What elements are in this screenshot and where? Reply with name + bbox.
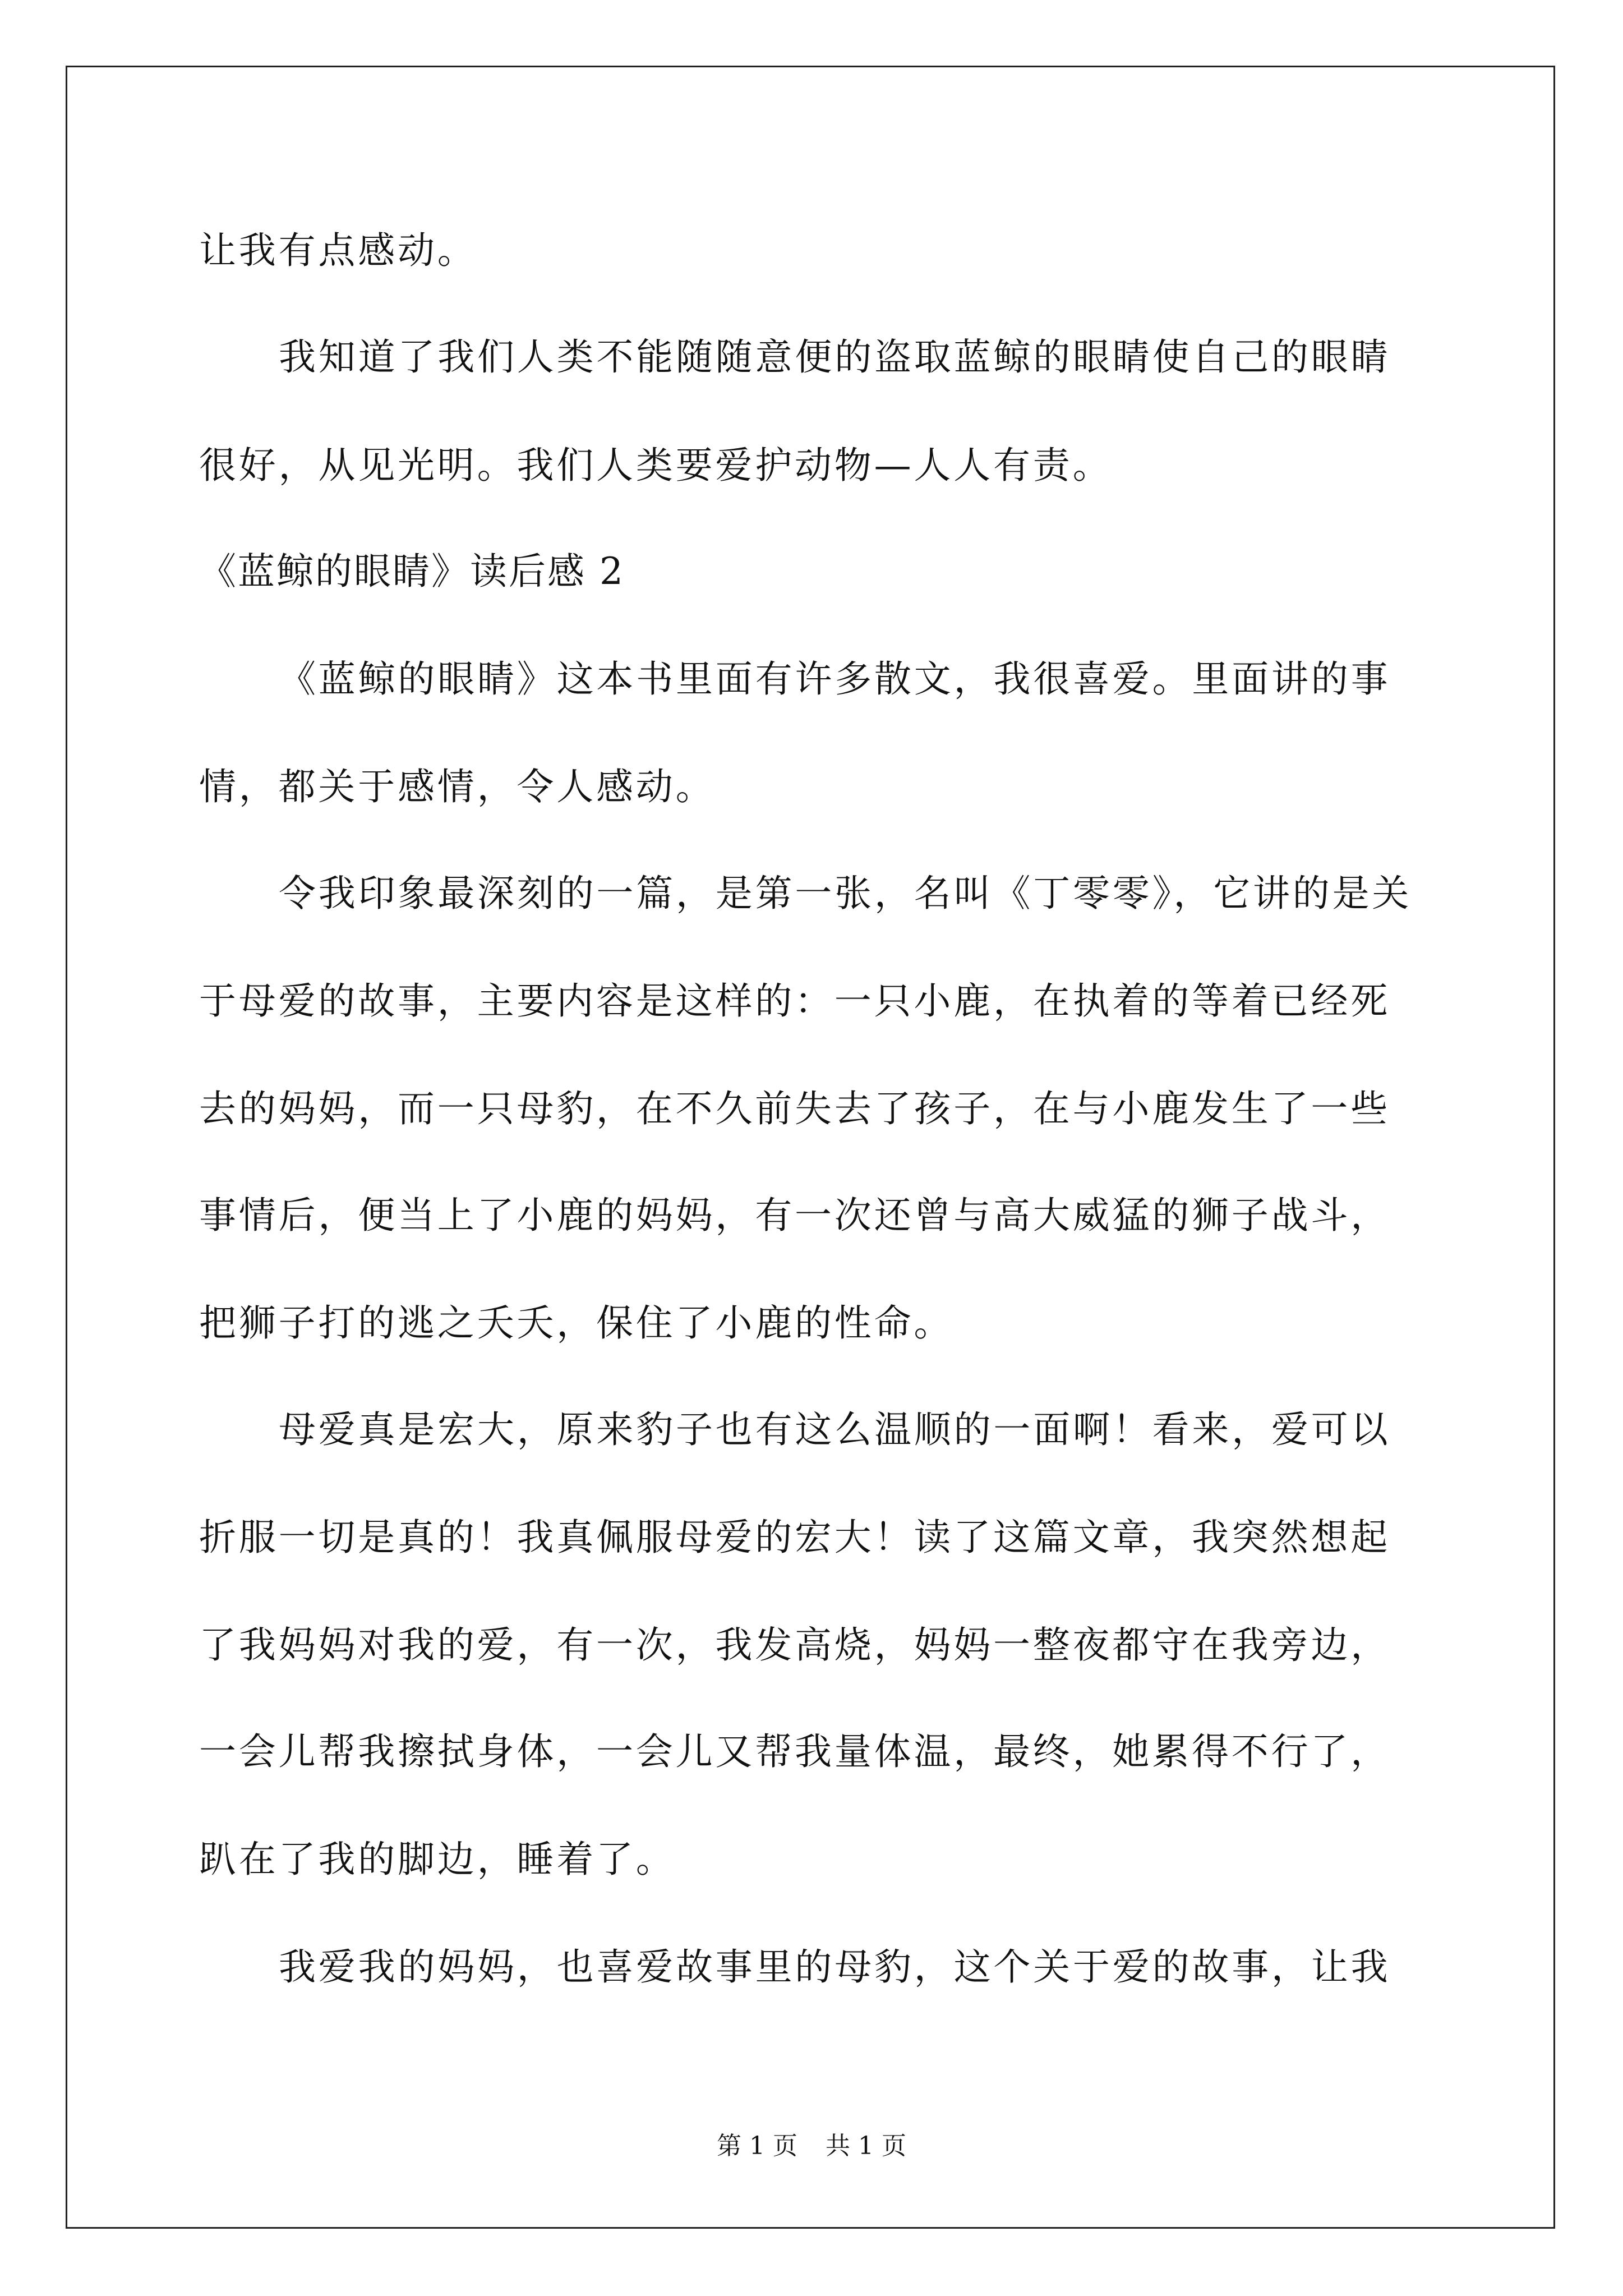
body-line: 去的妈妈，而一只母豹，在不久前失去了孩子，在与小鹿发生了一些	[199, 1087, 1390, 1130]
body-line: 一会儿帮我擦拭身体，一会儿又帮我量体温，最终，她累得不行了，	[199, 1730, 1390, 1773]
body-line: 于母爱的故事，主要内容是这样的：一只小鹿，在执着的等着已经死	[199, 979, 1390, 1023]
page-border	[66, 66, 1555, 2229]
body-line: 事情后，便当上了小鹿的妈妈，有一次还曾与高大威猛的狮子战斗，	[199, 1194, 1390, 1237]
body-line: 趴在了我的脚边，睡着了。	[199, 1838, 676, 1881]
paragraph-line: 我爱我的妈妈，也喜爱故事里的母豹，这个关于爱的故事，让我	[279, 1945, 1391, 1989]
section-heading: 《蓝鲸的眼睛》读后感 2	[199, 550, 625, 593]
page-total: 共 1 页	[826, 2132, 906, 2160]
paragraph-line: 《蓝鲸的眼睛》这本书里面有许多散文，我很喜爱。里面讲的事	[279, 657, 1391, 701]
body-line: 情，都关于感情，令人感动。	[199, 765, 716, 808]
paragraph-line: 母爱真是宏大，原来豹子也有这么温顺的一面啊！看来，爱可以	[279, 1408, 1391, 1451]
body-line: 让我有点感动。	[199, 229, 477, 272]
body-line: 折服一切是真的！我真佩服母爱的宏大！读了这篇文章，我突然想起	[199, 1516, 1390, 1559]
body-line: 把狮子打的逃之夭夭，保住了小鹿的性命。	[199, 1301, 954, 1345]
paragraph-line: 我知道了我们人类不能随随意便的盗取蓝鲸的眼睛使自己的眼睛	[279, 335, 1391, 379]
body-line: 很好，从见光明。我们人类要爱护动物—人人有责。	[199, 444, 1113, 487]
page-number: 第 1 页	[717, 2132, 797, 2160]
paragraph-line: 令我印象最深刻的一篇，是第一张，名叫《丁零零》，它讲的是关	[279, 872, 1412, 915]
body-line: 了我妈妈对我的爱，有一次，我发高烧，妈妈一整夜都守在我旁边，	[199, 1623, 1390, 1667]
page-footer	[0, 2134, 1623, 2159]
